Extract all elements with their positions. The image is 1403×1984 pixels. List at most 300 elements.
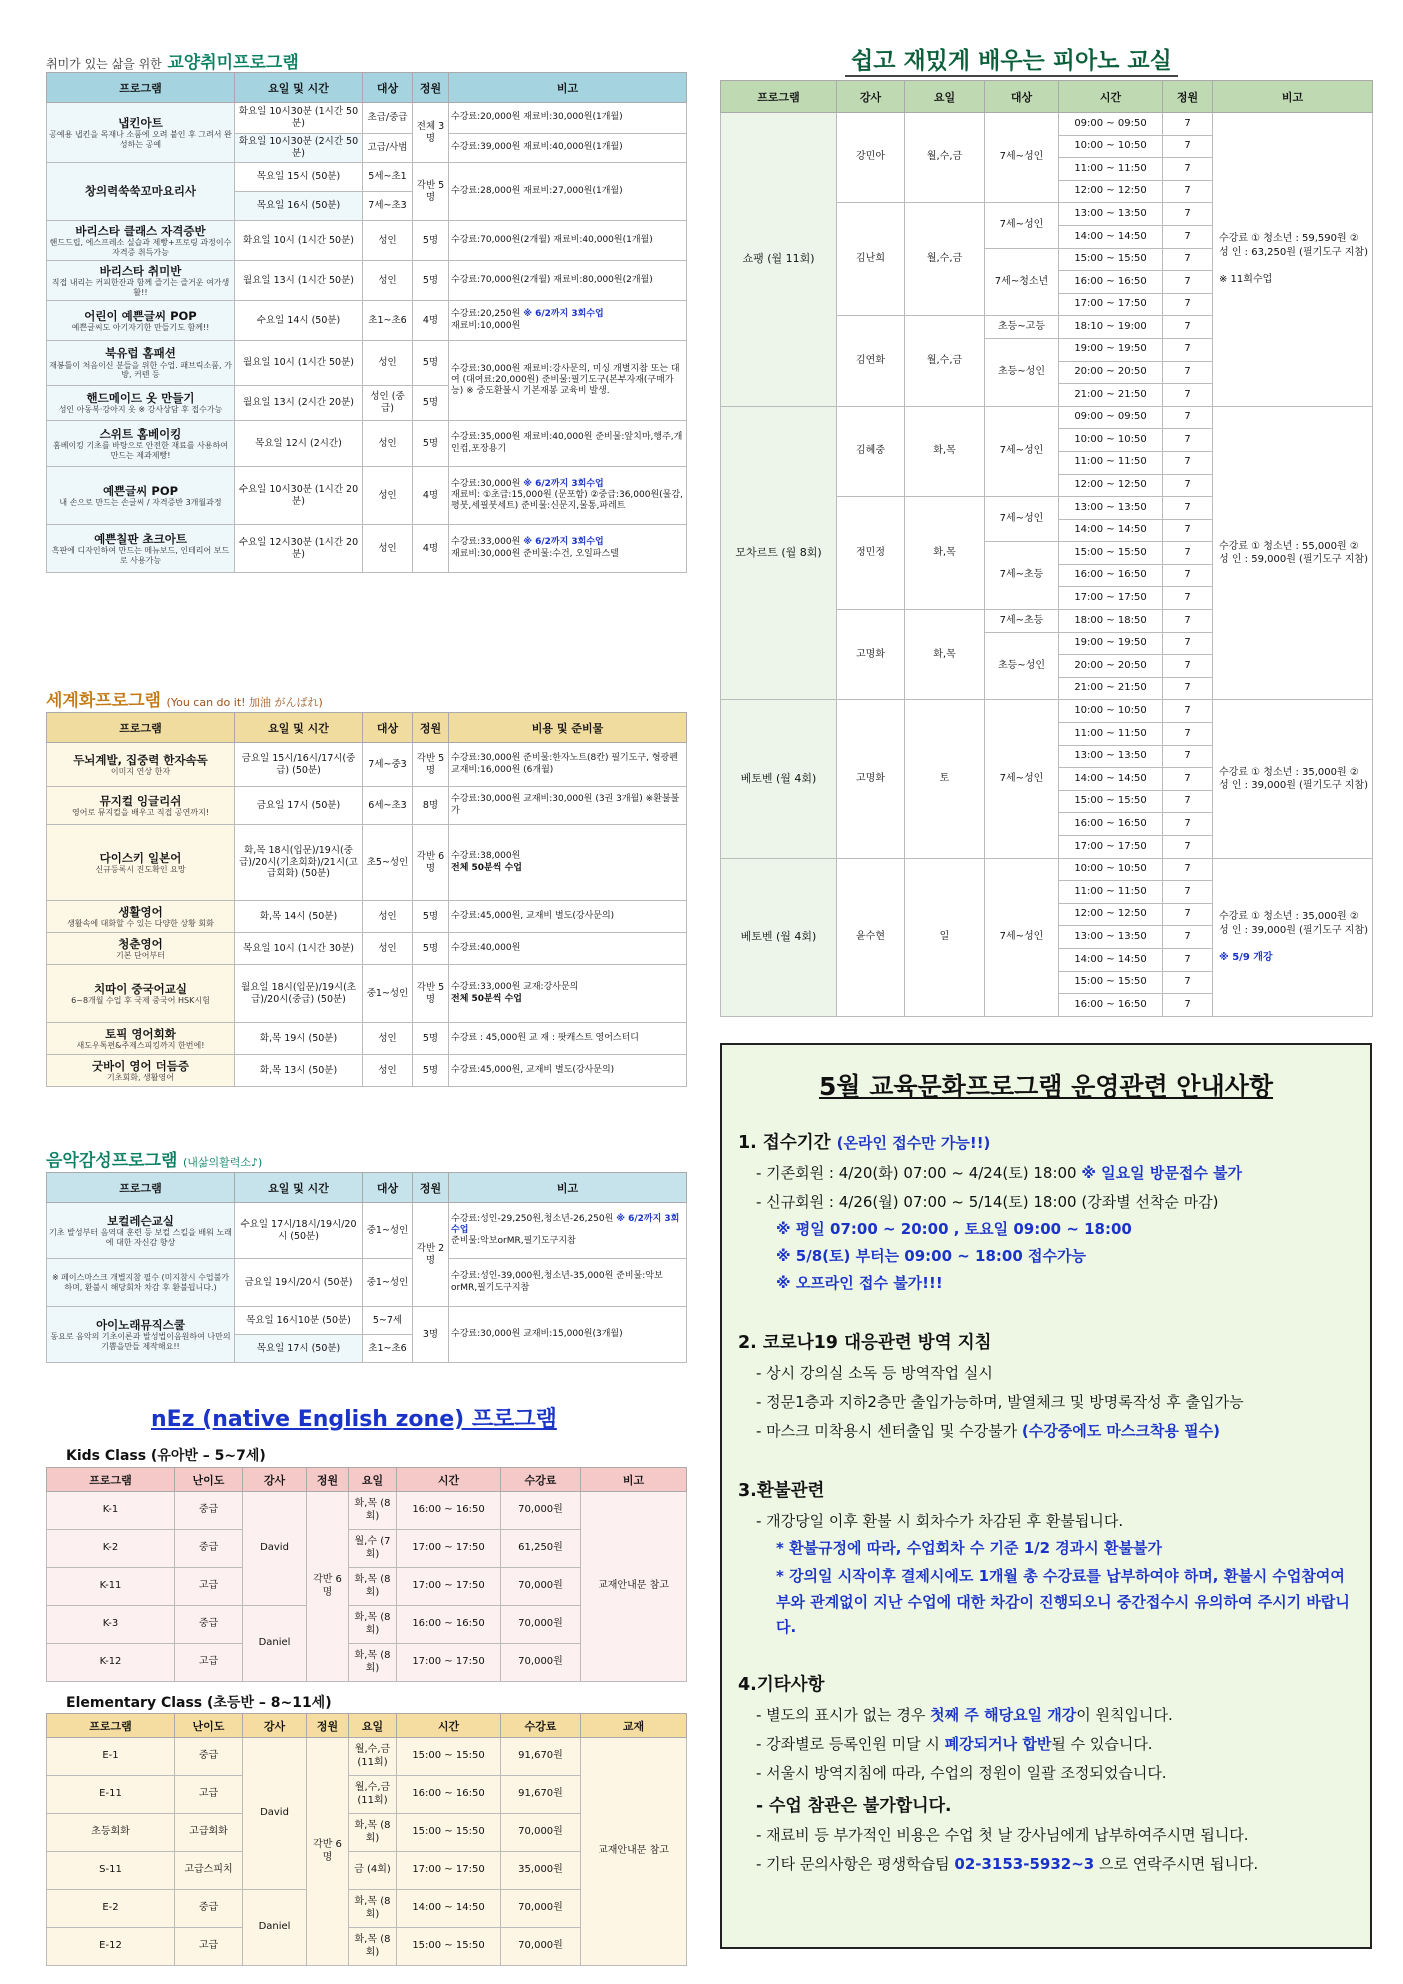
- piano-time-cell: 12:00 ~ 12:50: [1059, 903, 1163, 926]
- piano-teacher-cell: 강민아: [837, 113, 905, 203]
- note-text: 수강료:33,000원 교재:강사문의: [451, 982, 579, 993]
- header-cell: 교재: [581, 1714, 687, 1738]
- header-cell: 비용 및 준비물: [449, 713, 687, 743]
- level-cell: 중급: [175, 1738, 243, 1776]
- capacity-cell: 5명: [413, 341, 449, 386]
- s1-line1-bold: ※ 일요일 방문접수 불가: [1081, 1164, 1243, 1182]
- piano-time-cell: 13:00 ~ 13:50: [1059, 203, 1163, 226]
- program-name: 생활영어: [118, 904, 163, 919]
- notice-section-2: 2. 코로나19 대응관련 방역 지침: [738, 1333, 992, 1353]
- capacity-cell: 5명: [413, 933, 449, 965]
- time-cell: 17:00 ~ 17:50: [397, 1852, 501, 1890]
- days-cell: 화,목 (8회): [349, 1928, 397, 1966]
- target-cell: 중1~성인: [363, 1259, 413, 1307]
- time-cell: 월요일 18시(입문)/19시(초급)/20시(중급) (50분): [235, 965, 363, 1023]
- piano-row: [721, 113, 1373, 136]
- note-cell: [449, 1055, 687, 1087]
- piano-time-cell: 21:00 ~ 21:50: [1059, 677, 1163, 700]
- time-cell: 금요일 19시/20시 (50분): [235, 1259, 363, 1307]
- piano-cap-cell: 7: [1163, 429, 1213, 452]
- piano-cap-cell: 7: [1163, 926, 1213, 949]
- piano-cap-cell: 7: [1163, 361, 1213, 384]
- note-text-2: 재료비:10,000원: [451, 320, 521, 331]
- program-name: 다이스키 일본어: [99, 850, 182, 865]
- days-cell: 화,목 (8회): [349, 1568, 397, 1606]
- piano-days-cell: 화,목: [905, 406, 985, 496]
- music-subtitle: (내삶의활력소♪): [182, 1156, 263, 1169]
- program-cell: [47, 933, 235, 965]
- header-cell: 비고: [1213, 81, 1373, 113]
- piano-cap-cell: 7: [1163, 971, 1213, 994]
- header-cell: 비고: [581, 1468, 687, 1492]
- time-cell: 15:00 ~ 15:50: [397, 1738, 501, 1776]
- target-cell: 성인: [363, 221, 413, 261]
- header-cell: 프로그램: [721, 81, 837, 113]
- time-cell: 목요일 15시 (50분): [235, 163, 363, 192]
- header-cell: 비고: [449, 1173, 687, 1203]
- target-cell: 성인: [363, 1055, 413, 1087]
- program-cell: [47, 1203, 235, 1259]
- time-cell: 17:00 ~ 17:50: [397, 1530, 501, 1568]
- table-row: [47, 221, 687, 261]
- header-cell: 대상: [363, 73, 413, 103]
- target-cell: 7세~초3: [363, 192, 413, 221]
- table-row: [47, 787, 687, 825]
- note-highlight: ※ 6/2까지 3회수업: [451, 1213, 680, 1235]
- piano-cap-cell: 7: [1163, 790, 1213, 813]
- capacity-cell: 각반 5명: [413, 743, 449, 787]
- capacity-cell: 8명: [413, 787, 449, 825]
- piano-note-cell: [1213, 406, 1373, 700]
- level-cell: 고급: [175, 1644, 243, 1682]
- note-cell: [449, 1307, 687, 1363]
- piano-cap-cell: 7: [1163, 858, 1213, 881]
- program-desc: 재봉틀이 처음이신 분들을 위한 수업. 패브릭소품, 가방, 커텐 등: [49, 360, 232, 380]
- table-row: [47, 901, 687, 933]
- program-name: 어린이 예쁜글씨 POP: [84, 308, 197, 323]
- program-desc: 예쁜글씨도 아기자기한 만들기도 함께!!: [71, 322, 210, 332]
- header-cell: 프로그램: [47, 73, 235, 103]
- piano-time-cell: 16:00 ~ 16:50: [1059, 813, 1163, 836]
- header-cell: 요일 및 시간: [235, 713, 363, 743]
- time-cell: 화,목 19시 (50분): [235, 1023, 363, 1055]
- program-cell: [47, 221, 235, 261]
- prog-cell: E-11: [47, 1776, 175, 1814]
- piano-cap-cell: 7: [1163, 248, 1213, 271]
- piano-time-cell: 18:10 ~ 19:00: [1059, 316, 1163, 339]
- piano-cap-cell: 7: [1163, 203, 1213, 226]
- capacity-cell: 5명: [413, 901, 449, 933]
- piano-target-cell: 7세~성인: [985, 858, 1059, 1016]
- time-cell: 수요일 14시 (50분): [235, 301, 363, 341]
- program-cell: [47, 825, 235, 901]
- piano-time-cell: 11:00 ~ 11:50: [1059, 158, 1163, 181]
- time-cell: 17:00 ~ 17:50: [397, 1568, 501, 1606]
- piano-time-cell: 14:00 ~ 14:50: [1059, 948, 1163, 971]
- time-cell: 목요일 16시 (50분): [235, 192, 363, 221]
- program-desc: 기초 발성부터 음역대 훈련 등 보컬 스킬을 배워 노래에 대한 자신감 향상: [49, 1228, 232, 1247]
- time-cell: 16:00 ~ 16:50: [397, 1492, 501, 1530]
- piano-days-cell: 화,목: [905, 497, 985, 610]
- note-cell: [449, 743, 687, 787]
- note-cell: [449, 261, 687, 301]
- piano-note-cell: [1213, 858, 1373, 1016]
- piano-cap-cell: 7: [1163, 384, 1213, 407]
- time-cell: 15:00 ~ 15:50: [397, 1814, 501, 1852]
- header-cell: 대상: [985, 81, 1059, 113]
- days-cell: 월,수,금 (11회): [349, 1776, 397, 1814]
- header-cell: 정원: [307, 1714, 349, 1738]
- piano-days-cell: 월,수,금: [905, 113, 985, 203]
- time-cell: 월요일 10시 (1시간 50분): [235, 341, 363, 386]
- table-row: [47, 1203, 687, 1259]
- piano-target-cell: 초등~고등: [985, 316, 1059, 339]
- notice-section-1: [738, 1129, 1354, 1154]
- program-desc: 홈베이킹 기초를 바탕으로 안전한 재료를 사용하여 만드는 제과제빵!: [52, 441, 228, 460]
- piano-cap-cell: 7: [1163, 745, 1213, 768]
- piano-cap-cell: 7: [1163, 519, 1213, 542]
- note-bold: 전체 50분씩 수업: [451, 862, 522, 873]
- level-cell: 고급회화: [175, 1814, 243, 1852]
- note-text: 수강료:성인-39,000원,청소년-35,000원 준비물:악보orMR,필기도구지참: [451, 1271, 663, 1293]
- target-cell: 고급/사범: [363, 134, 413, 163]
- nez-row: [47, 1492, 687, 1530]
- s4-line6: [756, 1853, 1354, 1874]
- program-cell: [47, 965, 235, 1023]
- piano-target-cell: 7세~청소년: [985, 248, 1059, 316]
- piano-cap-cell: 7: [1163, 610, 1213, 633]
- target-cell: 성인: [363, 525, 413, 573]
- note-text: 수강료:33,000원: [451, 537, 521, 548]
- target-cell: 성인: [363, 421, 413, 467]
- capacity-cell: 5명: [413, 261, 449, 301]
- piano-target-cell: 7세~초등: [985, 542, 1059, 610]
- time-cell: 수요일 12시30분 (1시간 20분): [235, 525, 363, 573]
- time-cell: 14:00 ~ 14:50: [397, 1890, 501, 1928]
- piano-teacher-cell: 고명화: [837, 610, 905, 700]
- piano-time-cell: 19:00 ~ 19:50: [1059, 632, 1163, 655]
- global-section-title: [46, 686, 323, 711]
- piano-time-cell: 18:00 ~ 18:50: [1059, 610, 1163, 633]
- program-name: 아이노래뮤직스쿨: [96, 1317, 185, 1332]
- note-text: 수강료:30,000원 교재비:15,000원(3개월): [451, 1328, 623, 1339]
- time-cell: 17:00 ~ 17:50: [397, 1644, 501, 1682]
- piano-time-cell: 09:00 ~ 09:50: [1059, 406, 1163, 429]
- s4-line2-a: - 강좌별로 등록인원 미달 시: [756, 1734, 940, 1753]
- piano-table: [720, 80, 1373, 1017]
- piano-header-row: [721, 81, 1373, 113]
- header-cell: 프로그램: [47, 1468, 175, 1492]
- piano-row: [721, 858, 1373, 881]
- program-cell: [47, 386, 235, 421]
- time-cell: 목요일 16시10분 (50분): [235, 1307, 363, 1335]
- note-text: 수강료:70,000원(2개월) 재료비:80,000원(2개월): [451, 274, 653, 285]
- piano-fee: 수강료 ① 청소년 : 55,000원 ② 성 인 : 59,000원 (필기도구 지참): [1219, 540, 1368, 566]
- note-cell: [449, 1203, 687, 1259]
- s1-line3: ※ 평일 07:00 ~ 20:00 , 토요일 09:00 ~ 18:00: [776, 1220, 1132, 1238]
- s4-line6-c: 으로 연락주시면 됩니다.: [1099, 1854, 1259, 1873]
- target-cell: 5세~초1: [363, 163, 413, 192]
- piano-teacher-cell: 김난희: [837, 203, 905, 316]
- header-cell: 요일 및 시간: [235, 1173, 363, 1203]
- header-cell: 대상: [363, 713, 413, 743]
- global-table: [46, 712, 687, 1087]
- prog-cell: K-12: [47, 1644, 175, 1682]
- header-cell: 정원: [1163, 81, 1213, 113]
- piano-cap-cell: 7: [1163, 497, 1213, 520]
- time-cell: 화,목 14시 (50분): [235, 901, 363, 933]
- fee-cell: 70,000원: [501, 1814, 581, 1852]
- time-cell: 금요일 15시/16시/17시(중급) (50분): [235, 743, 363, 787]
- table-row: [47, 103, 687, 134]
- note-bold: 전체 50분씩 수업: [451, 993, 522, 1004]
- piano-target-cell: 초등~성인: [985, 338, 1059, 406]
- program-desc: 직접 내리는 커피한잔과 함께 즐기는 즐거운 여가생활!!: [51, 278, 230, 297]
- target-cell: 성인: [363, 901, 413, 933]
- note-text: 수강료:38,000원: [451, 851, 521, 862]
- level-cell: 고급스피치: [175, 1852, 243, 1890]
- s1-line2: - 신규회원 : 4/26(월) 07:00 ~ 5/14(토) 18:00 (강좌별 선착순 마감): [756, 1193, 1219, 1211]
- notice-title: 5월 교육문화프로그램 운영관련 안내사항: [818, 1072, 1274, 1101]
- teacher-cell: David: [243, 1738, 307, 1890]
- note-cell: [449, 103, 687, 134]
- capacity-cell: 4명: [413, 301, 449, 341]
- kids-class-title: Kids Class (유아반 – 5~7세): [66, 1448, 266, 1464]
- program-name: 스위트 홈베이킹: [99, 426, 182, 441]
- fee-cell: 70,000원: [501, 1890, 581, 1928]
- note-cell: [449, 1023, 687, 1055]
- piano-title: 쉽고 재밌게 배우는 피아노 교실: [845, 42, 1178, 77]
- program-name: 냅킨아트: [118, 115, 163, 130]
- note-text: 수강료:20,000원 재료비:30,000원(1개월): [451, 112, 623, 123]
- program-name: 뮤지컬 잉글리쉬: [99, 793, 182, 808]
- days-cell: 금 (4회): [349, 1852, 397, 1890]
- s4-phone: 02-3153-5932~3: [954, 1854, 1095, 1873]
- program-cell: [47, 525, 235, 573]
- s1-highlight: (온라인 접수만 가능!!): [836, 1134, 991, 1152]
- days-cell: 화,목 (8회): [349, 1606, 397, 1644]
- note-cell: [449, 825, 687, 901]
- table-row: [47, 1023, 687, 1055]
- target-cell: 초급/중급: [363, 103, 413, 134]
- header-cell: 정원: [413, 1173, 449, 1203]
- nez-row: [47, 1738, 687, 1776]
- note-text: 수강료:30,000원: [451, 478, 521, 489]
- prog-cell: K-3: [47, 1606, 175, 1644]
- fee-cell: 70,000원: [501, 1606, 581, 1644]
- time-cell: 월요일 13시 (1시간 50분): [235, 261, 363, 301]
- piano-time-cell: 12:00 ~ 12:50: [1059, 180, 1163, 203]
- piano-cap-cell: 7: [1163, 677, 1213, 700]
- piano-cap-cell: 7: [1163, 542, 1213, 565]
- time-cell: 금요일 17시 (50분): [235, 787, 363, 825]
- note-text-2: 재료비:30,000원 준비물:수건, 오일파스텔: [451, 548, 619, 559]
- s1-title: 1. 접수기간: [738, 1133, 831, 1153]
- piano-time-cell: 14:00 ~ 14:50: [1059, 225, 1163, 248]
- capacity-cell: 각반 2명: [413, 1203, 449, 1307]
- piano-cap-cell: 7: [1163, 135, 1213, 158]
- music-section-title: [46, 1146, 262, 1171]
- global-header-row: [47, 713, 687, 743]
- capacity-cell: 5명: [413, 421, 449, 467]
- fee-cell: 35,000원: [501, 1852, 581, 1890]
- note-cell: [449, 933, 687, 965]
- piano-time-cell: 10:00 ~ 10:50: [1059, 429, 1163, 452]
- target-cell: 성인: [363, 341, 413, 386]
- note-text-2: 준비물:악보orMR,필기도구지참: [451, 1236, 576, 1247]
- header-cell: 프로그램: [47, 713, 235, 743]
- header-cell: 난이도: [175, 1468, 243, 1492]
- header-cell: 강사: [243, 1468, 307, 1492]
- header-cell: 프로그램: [47, 1714, 175, 1738]
- piano-cap-cell: 7: [1163, 474, 1213, 497]
- piano-cap-cell: 7: [1163, 948, 1213, 971]
- prog-cell: E-12: [47, 1928, 175, 1966]
- notice-section-3: 3.환불관련: [738, 1481, 825, 1501]
- program-desc: 흑판에 디자인하여 만드는 메뉴보드, 인테리어 보드로 사용가능: [51, 546, 230, 565]
- piano-fee: 수강료 ① 청소년 : 35,000원 ② 성 인 : 39,000원 (필기도구 지참): [1219, 766, 1368, 792]
- piano-time-cell: 12:00 ~ 12:50: [1059, 474, 1163, 497]
- piano-time-cell: 10:00 ~ 10:50: [1059, 858, 1163, 881]
- teacher-cell: Daniel: [243, 1890, 307, 1966]
- target-cell: 5~7세: [363, 1307, 413, 1335]
- program-name: 예쁜칠판 초크아트: [94, 531, 187, 546]
- program-desc: 영어로 뮤지컬을 배우고 직접 공연까지!: [71, 807, 210, 817]
- capacity-cell: 각반 6명: [307, 1492, 349, 1682]
- table-row: [47, 1307, 687, 1335]
- note-text: 수강료:20,250원: [451, 309, 521, 320]
- header-cell: 시간: [1059, 81, 1163, 113]
- hobby-table: [46, 72, 687, 573]
- target-cell: 성인: [363, 933, 413, 965]
- piano-program-cell: 쇼팽 (월 11회): [721, 113, 837, 407]
- target-cell: 중1~성인: [363, 1203, 413, 1259]
- table-row: [47, 341, 687, 386]
- time-cell: 화요일 10시 (1시간 50분): [235, 221, 363, 261]
- program-name: 바리스타 취미반: [99, 263, 182, 278]
- piano-cap-cell: 7: [1163, 406, 1213, 429]
- piano-cap-cell: 7: [1163, 225, 1213, 248]
- piano-cap-cell: 7: [1163, 338, 1213, 361]
- note-cell: [449, 221, 687, 261]
- time-cell: 화요일 10시30분 (1시간 50분): [235, 103, 363, 134]
- elementary-header-row: [47, 1714, 687, 1738]
- piano-time-cell: 20:00 ~ 20:50: [1059, 361, 1163, 384]
- fee-cell: 70,000원: [501, 1928, 581, 1966]
- program-cell: [47, 421, 235, 467]
- piano-cap-cell: 7: [1163, 271, 1213, 294]
- program-name: 청춘영어: [118, 936, 163, 951]
- table-row: [47, 421, 687, 467]
- note-text: 수강료:성인-29,250원,청소년-26,250원: [451, 1213, 614, 1224]
- program-desc: 핸드드립, 에스프레소 실습과 제빵+프로링 과정이수자격증 취득가능: [49, 238, 232, 257]
- piano-days-cell: 일: [905, 858, 985, 1016]
- note-text: 수강료:39,000원 재료비:40,000원(1개월): [451, 142, 623, 153]
- header-cell: 강사: [837, 81, 905, 113]
- piano-cap-cell: 7: [1163, 564, 1213, 587]
- capacity-cell: 3명: [413, 1307, 449, 1363]
- global-subtitle: (You can do it! 加油 がんばれ): [166, 696, 323, 709]
- program-desc: 6~8개월 수업 후 국제 중국어 HSK시험: [71, 995, 210, 1005]
- piano-teacher-cell: 고명화: [837, 700, 905, 858]
- program-desc: 성인 아동복·강아지 옷 ※ 강사상담 후 접수가능: [58, 405, 223, 415]
- piano-time-cell: 15:00 ~ 15:50: [1059, 248, 1163, 271]
- piano-fee: 수강료 ① 청소년 : 35,000원 ② 성 인 : 39,000원 (필기도구 지참): [1219, 911, 1368, 936]
- global-title: 세계화프로그램: [46, 691, 161, 711]
- capacity-cell: 5명: [413, 1055, 449, 1087]
- program-cell: [47, 467, 235, 525]
- piano-cap-cell: 7: [1163, 994, 1213, 1017]
- piano-cap-cell: 7: [1163, 113, 1213, 136]
- days-cell: 화,목 (8회): [349, 1814, 397, 1852]
- s1-line1-text: - 기존회원 : 4/20(화) 07:00 ~ 4/24(토) 18:00: [756, 1164, 1077, 1182]
- nez-title: nEz (native English zone) 프로그램: [151, 1407, 557, 1432]
- program-name: 토픽 영어회화: [105, 1026, 176, 1041]
- hobby-section-title: [46, 48, 299, 73]
- header-cell: 수강료: [501, 1714, 581, 1738]
- piano-note-cell: [1213, 700, 1373, 858]
- capacity-cell: 각반 6명: [413, 825, 449, 901]
- header-cell: 정원: [413, 73, 449, 103]
- piano-cap-cell: 7: [1163, 881, 1213, 904]
- piano-time-cell: 14:00 ~ 14:50: [1059, 768, 1163, 791]
- piano-teacher-cell: 윤수현: [837, 858, 905, 1016]
- s4-line1-a: - 별도의 표시가 없는 경우: [756, 1705, 926, 1724]
- program-name: 창의력쑥쑥꼬마요리사: [84, 184, 197, 199]
- table-row: [47, 1259, 687, 1307]
- header-cell: 강사: [243, 1714, 307, 1738]
- target-cell: 초5~성인: [363, 825, 413, 901]
- note-text: 수강료:45,000원, 교재비 별도(강사문의): [451, 1064, 615, 1075]
- teacher-cell: Daniel: [243, 1606, 307, 1682]
- capacity-cell: 각반 5명: [413, 965, 449, 1023]
- note-cell: [449, 1259, 687, 1307]
- piano-cap-cell: 7: [1163, 632, 1213, 655]
- target-cell: 초1~초6: [363, 301, 413, 341]
- table-row: [47, 301, 687, 341]
- s4-line1-c: 이 원칙입니다.: [1076, 1705, 1173, 1724]
- header-cell: 요일 및 시간: [235, 73, 363, 103]
- prog-cell: E-1: [47, 1738, 175, 1776]
- piano-time-cell: 13:00 ~ 13:50: [1059, 745, 1163, 768]
- capacity-cell: 5명: [413, 1023, 449, 1055]
- time-cell: 15:00 ~ 15:50: [397, 1928, 501, 1966]
- header-cell: 시간: [397, 1468, 501, 1492]
- program-cell: [47, 787, 235, 825]
- piano-time-cell: 15:00 ~ 15:50: [1059, 971, 1163, 994]
- program-cell: [47, 341, 235, 386]
- piano-note-extra: ※ 11회수업: [1219, 273, 1273, 285]
- s4-line2-c: 될 수 있습니다.: [1051, 1734, 1153, 1753]
- piano-row: [721, 700, 1373, 723]
- fee-cell: 70,000원: [501, 1568, 581, 1606]
- music-header-row: [47, 1173, 687, 1203]
- program-cell: [47, 261, 235, 301]
- program-desc: 동요로 음악의 기초이론과 발성법이음원하여 나만의 기쁨을만들 제작해요!!: [50, 1332, 231, 1351]
- prog-cell: K-11: [47, 1568, 175, 1606]
- capacity-cell: 각반 5명: [413, 163, 449, 221]
- program-cell: [47, 103, 235, 163]
- capacity-cell: 5명: [413, 221, 449, 261]
- piano-target-cell: 7세~성인: [985, 497, 1059, 542]
- note-cell: [449, 787, 687, 825]
- piano-cap-cell: 7: [1163, 316, 1213, 339]
- program-desc: 새도우톡편&주제스피킹까지 한번에!: [76, 1040, 205, 1050]
- piano-time-cell: 16:00 ~ 16:50: [1059, 564, 1163, 587]
- piano-row: [721, 406, 1373, 429]
- header-cell: 난이도: [175, 1714, 243, 1738]
- level-cell: 고급: [175, 1568, 243, 1606]
